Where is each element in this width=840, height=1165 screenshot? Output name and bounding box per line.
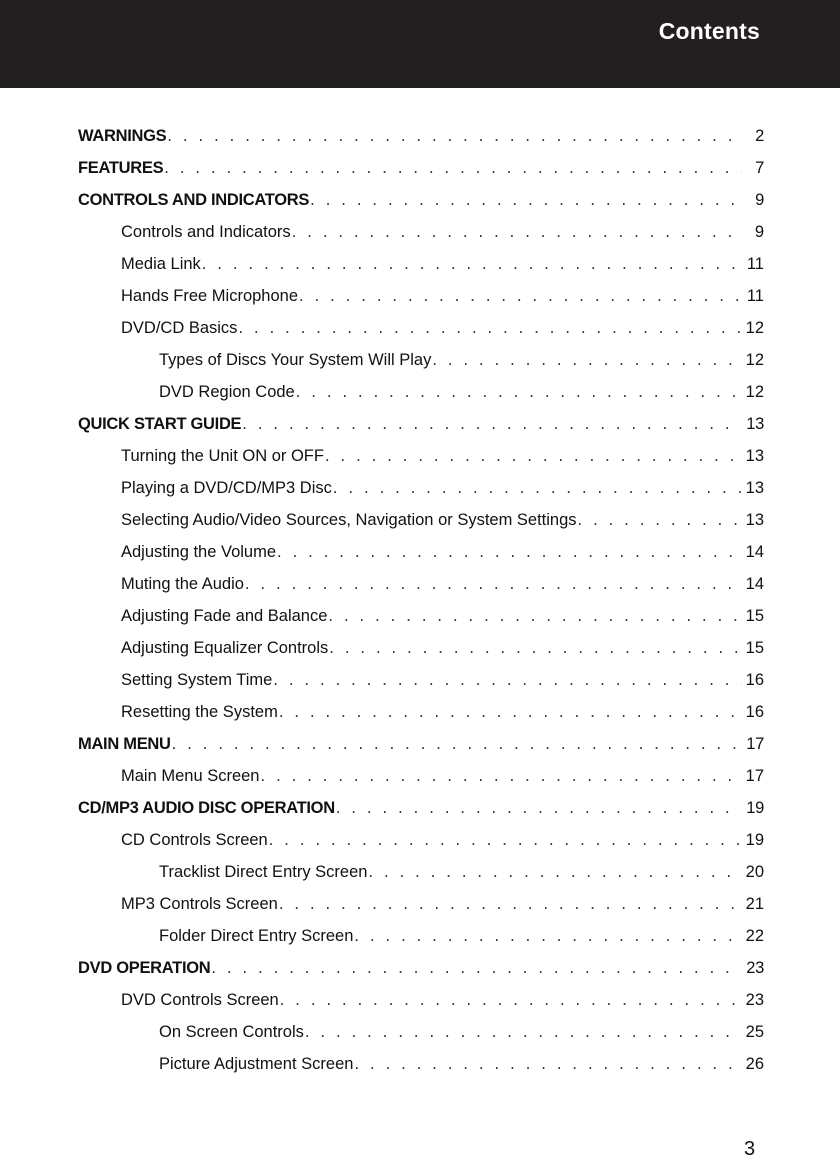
toc-entry[interactable]	[78, 1048, 764, 1080]
toc-entry-title: DVD/CD Basics	[121, 319, 238, 337]
toc-entry-page: 12	[745, 383, 764, 401]
page-title: Contents	[658, 18, 760, 44]
toc-entry[interactable]	[78, 408, 764, 440]
toc-entry-page: 17	[746, 735, 764, 753]
toc-entry[interactable]	[78, 152, 764, 184]
toc-entry-title: MAIN MENU	[78, 735, 171, 753]
toc-dot-leader	[354, 1048, 741, 1080]
toc-entry-title: CD/MP3 AUDIO DISC OPERATION	[78, 799, 335, 817]
toc-entry-title: CD Controls Screen	[121, 831, 268, 849]
toc-entry-page: 26	[745, 1055, 764, 1073]
toc-entry[interactable]	[78, 120, 764, 152]
toc-dot-leader	[211, 952, 742, 984]
toc-entry-page: 12	[745, 319, 764, 337]
toc-entry-page: 17	[745, 767, 764, 785]
toc-entry-title: Resetting the System	[121, 703, 278, 721]
toc-dot-leader	[172, 728, 742, 760]
toc-dot-leader	[279, 888, 742, 920]
toc-entry-page: 15	[745, 639, 764, 657]
toc-entry[interactable]	[78, 888, 764, 920]
toc-entry-page: 14	[745, 575, 764, 593]
toc-entry-page: 11	[746, 255, 764, 273]
toc-entry[interactable]	[78, 248, 764, 280]
toc-entry-title: MP3 Controls Screen	[121, 895, 278, 913]
toc-dot-leader	[245, 568, 742, 600]
toc-dot-leader	[328, 600, 741, 632]
toc-dot-leader	[269, 824, 742, 856]
toc-entry-title: Setting System Time	[121, 671, 273, 689]
toc-entry[interactable]	[78, 952, 764, 984]
toc-entry-title: FEATURES	[78, 159, 164, 177]
toc-entry[interactable]	[78, 568, 764, 600]
toc-entry[interactable]	[78, 536, 764, 568]
toc-entry[interactable]	[78, 184, 764, 216]
toc-entry[interactable]	[78, 472, 764, 504]
toc-dot-leader	[242, 408, 742, 440]
toc-entry[interactable]	[78, 632, 764, 664]
toc-entry[interactable]	[78, 312, 764, 344]
toc-entry-page: 2	[755, 127, 764, 145]
toc-dot-leader	[202, 248, 742, 280]
toc-entry-page: 19	[746, 799, 764, 817]
toc-entry-page: 23	[745, 991, 764, 1009]
toc-dot-leader	[432, 344, 741, 376]
toc-entry-title: Controls and Indicators	[121, 223, 291, 241]
toc-entry-title: Picture Adjustment Screen	[159, 1055, 354, 1073]
toc-entry[interactable]	[78, 920, 764, 952]
toc-entry-page: 16	[745, 703, 764, 721]
toc-entry-page: 13	[745, 447, 764, 465]
toc-entry-title: Types of Discs Your System Will Play	[159, 351, 432, 369]
toc-dot-leader	[296, 376, 742, 408]
toc-entry-page: 25	[745, 1023, 764, 1041]
toc-dot-leader	[578, 504, 742, 536]
toc-entry-page: 9	[754, 223, 764, 241]
toc-entry-title: DVD Controls Screen	[121, 991, 279, 1009]
toc-dot-leader	[279, 696, 742, 728]
toc-dot-leader	[261, 760, 742, 792]
toc-entry[interactable]	[78, 504, 764, 536]
toc-dot-leader	[368, 856, 741, 888]
toc-entry[interactable]	[78, 984, 764, 1016]
toc-dot-leader	[277, 536, 742, 568]
toc-entry-title: Main Menu Screen	[121, 767, 260, 785]
toc-entry[interactable]	[78, 792, 764, 824]
toc-entry-title: Adjusting the Volume	[121, 543, 277, 561]
toc-entry-title: Playing a DVD/CD/MP3 Disc	[121, 479, 332, 497]
toc-dot-leader	[164, 152, 742, 184]
toc-entry[interactable]	[78, 216, 764, 248]
toc-dot-leader	[333, 472, 742, 504]
toc-entry-page: 13	[745, 479, 764, 497]
toc-entry[interactable]	[78, 664, 764, 696]
toc-entry[interactable]	[78, 728, 764, 760]
table-of-contents	[78, 120, 764, 1080]
toc-entry[interactable]	[78, 440, 764, 472]
toc-entry[interactable]	[78, 600, 764, 632]
toc-entry-title: DVD Region Code	[159, 383, 295, 401]
toc-entry-page: 11	[746, 287, 764, 305]
toc-entry[interactable]	[78, 696, 764, 728]
toc-entry-page: 21	[745, 895, 764, 913]
toc-entry-page: 9	[755, 191, 764, 209]
toc-entry-page: 23	[746, 959, 764, 977]
toc-entry-title: WARNINGS	[78, 127, 167, 145]
toc-dot-leader	[299, 280, 742, 312]
toc-dot-leader	[310, 184, 742, 216]
toc-entry-title: Folder Direct Entry Screen	[159, 927, 354, 945]
toc-entry[interactable]	[78, 824, 764, 856]
toc-entry-title: Adjusting Equalizer Controls	[121, 639, 329, 657]
toc-entry-page: 16	[745, 671, 764, 689]
toc-entry[interactable]	[78, 1016, 764, 1048]
toc-entry-page: 22	[745, 927, 764, 945]
toc-entry[interactable]	[78, 280, 764, 312]
toc-entry-page: 13	[745, 511, 764, 529]
toc-entry-page: 13	[746, 415, 764, 433]
toc-entry[interactable]	[78, 856, 764, 888]
toc-entry-title: CONTROLS AND INDICATORS	[78, 191, 310, 209]
toc-entry-title: Hands Free Microphone	[121, 287, 299, 305]
toc-dot-leader	[329, 632, 741, 664]
toc-entry-title: Selecting Audio/Video Sources, Navigation or System Settings	[121, 511, 577, 529]
toc-entry-page: 14	[745, 543, 764, 561]
toc-entry-title: DVD OPERATION	[78, 959, 211, 977]
toc-entry-page: 15	[745, 607, 764, 625]
toc-entry-page: 20	[745, 863, 764, 881]
toc-dot-leader	[325, 440, 742, 472]
toc-entry-title: Adjusting Fade and Balance	[121, 607, 328, 625]
toc-entry-title: QUICK START GUIDE	[78, 415, 242, 433]
page-number: 3	[744, 1138, 756, 1160]
toc-entry-page: 7	[755, 159, 764, 177]
toc-entry-title: Tracklist Direct Entry Screen	[159, 863, 368, 881]
toc-entry-title: On Screen Controls	[159, 1023, 304, 1041]
toc-dot-leader	[273, 664, 741, 696]
toc-entry-title: Turning the Unit ON or OFF	[121, 447, 324, 465]
toc-entry-page: 19	[745, 831, 764, 849]
toc-dot-leader	[238, 312, 741, 344]
toc-entry-title: Muting the Audio	[121, 575, 244, 593]
toc-dot-leader	[280, 984, 742, 1016]
toc-entry[interactable]	[78, 376, 764, 408]
toc-dot-leader	[354, 920, 741, 952]
toc-entry-page: 12	[745, 351, 764, 369]
toc-dot-leader	[305, 1016, 742, 1048]
header-bar	[0, 0, 840, 88]
toc-entry[interactable]	[78, 344, 764, 376]
toc-entry[interactable]	[78, 760, 764, 792]
toc-dot-leader	[336, 792, 742, 824]
toc-dot-leader	[292, 216, 742, 248]
toc-dot-leader	[167, 120, 742, 152]
toc-entry-title: Media Link	[121, 255, 201, 273]
